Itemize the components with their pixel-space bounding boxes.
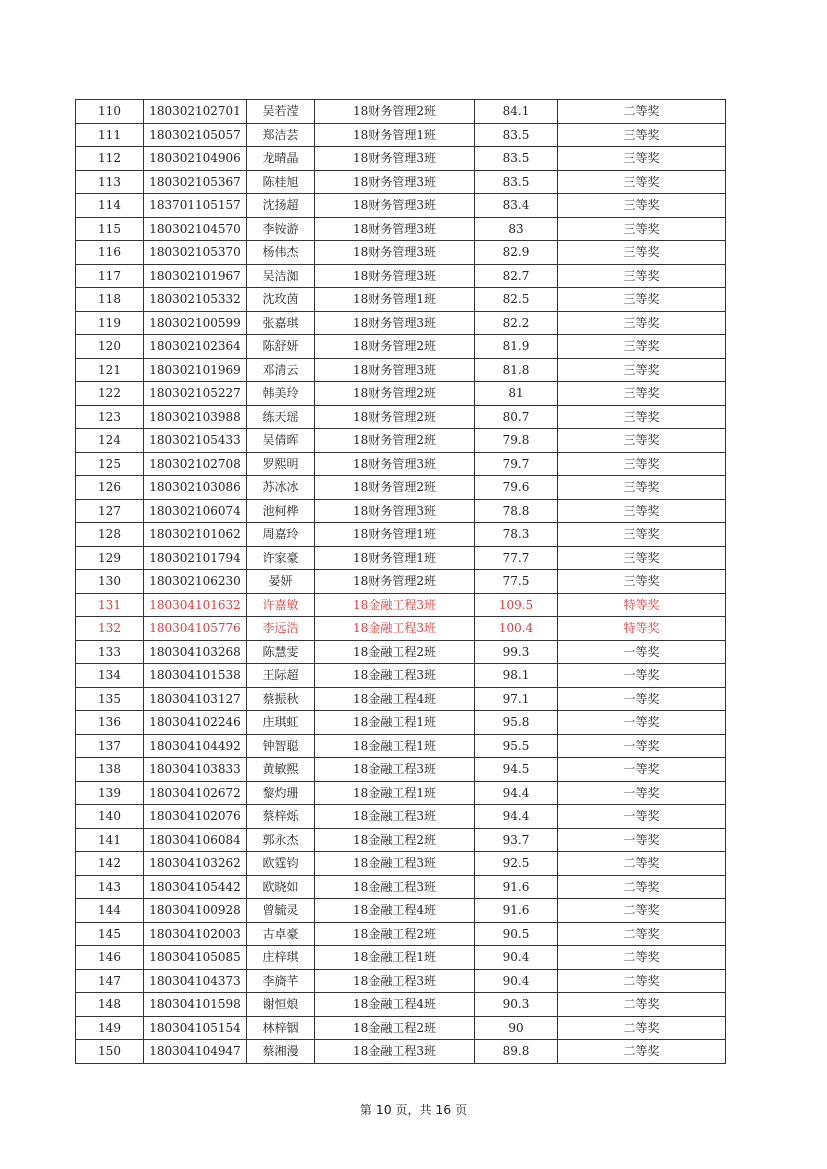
class-name-cell: 18财务管理3班 <box>315 499 475 523</box>
score-cell: 109.5 <box>475 593 558 617</box>
row-number-cell: 141 <box>76 828 144 852</box>
class-name-cell: 18财务管理1班 <box>315 288 475 312</box>
score-cell: 90.4 <box>475 946 558 970</box>
student-id-cell: 180302101794 <box>144 546 247 570</box>
class-name-cell: 18金融工程3班 <box>315 805 475 829</box>
student-id-cell: 180302105370 <box>144 241 247 265</box>
table-row <box>76 946 726 970</box>
score-cell: 81 <box>475 382 558 406</box>
student-name-cell: 池柯桦 <box>247 499 315 523</box>
class-name-cell: 18金融工程2班 <box>315 828 475 852</box>
award-cell: 三等奖 <box>558 523 726 547</box>
score-cell: 82.2 <box>475 311 558 335</box>
score-cell: 79.8 <box>475 429 558 453</box>
student-name-cell: 李远浩 <box>247 617 315 641</box>
score-cell: 90.5 <box>475 922 558 946</box>
student-name-cell: 许嘉敏 <box>247 593 315 617</box>
student-name-cell: 吴洁洳 <box>247 264 315 288</box>
score-cell: 95.8 <box>475 711 558 735</box>
footer-current-page: 10 <box>375 1102 392 1117</box>
award-cell: 二等奖 <box>558 899 726 923</box>
table-row <box>76 123 726 147</box>
student-id-cell: 180302101967 <box>144 264 247 288</box>
student-id-cell: 180304105154 <box>144 1016 247 1040</box>
table-row <box>76 546 726 570</box>
student-id-cell: 180304102672 <box>144 781 247 805</box>
class-name-cell: 18金融工程3班 <box>315 617 475 641</box>
class-name-cell: 18财务管理3班 <box>315 241 475 265</box>
student-name-cell: 郭永杰 <box>247 828 315 852</box>
award-cell: 三等奖 <box>558 405 726 429</box>
student-name-cell: 吴若滢 <box>247 100 315 124</box>
row-number-cell: 122 <box>76 382 144 406</box>
score-cell: 95.5 <box>475 734 558 758</box>
student-name-cell: 许家豪 <box>247 546 315 570</box>
student-id-cell: 180302105227 <box>144 382 247 406</box>
table-row <box>76 476 726 500</box>
score-cell: 82.7 <box>475 264 558 288</box>
score-cell: 98.1 <box>475 664 558 688</box>
score-cell: 83.5 <box>475 170 558 194</box>
table-row <box>76 993 726 1017</box>
student-id-cell: 180304102076 <box>144 805 247 829</box>
award-cell: 三等奖 <box>558 358 726 382</box>
student-name-cell: 陈慧雯 <box>247 640 315 664</box>
class-name-cell: 18金融工程3班 <box>315 758 475 782</box>
table-row <box>76 805 726 829</box>
row-number-cell: 114 <box>76 194 144 218</box>
award-cell: 三等奖 <box>558 241 726 265</box>
score-cell: 77.5 <box>475 570 558 594</box>
table-row <box>76 969 726 993</box>
award-cell: 三等奖 <box>558 546 726 570</box>
student-id-cell: 180302100599 <box>144 311 247 335</box>
student-id-cell: 180302102364 <box>144 335 247 359</box>
score-cell: 90.4 <box>475 969 558 993</box>
table-row <box>76 452 726 476</box>
table-row <box>76 194 726 218</box>
table-row <box>76 875 726 899</box>
class-name-cell: 18金融工程4班 <box>315 899 475 923</box>
row-number-cell: 113 <box>76 170 144 194</box>
award-cell: 二等奖 <box>558 875 726 899</box>
student-id-cell: 180302103988 <box>144 405 247 429</box>
score-cell: 80.7 <box>475 405 558 429</box>
class-name-cell: 18财务管理1班 <box>315 546 475 570</box>
student-name-cell: 陈桂旭 <box>247 170 315 194</box>
class-name-cell: 18金融工程1班 <box>315 734 475 758</box>
class-name-cell: 18财务管理3班 <box>315 264 475 288</box>
award-cell: 二等奖 <box>558 993 726 1017</box>
row-number-cell: 140 <box>76 805 144 829</box>
student-id-cell: 180304100928 <box>144 899 247 923</box>
row-number-cell: 127 <box>76 499 144 523</box>
row-number-cell: 146 <box>76 946 144 970</box>
class-name-cell: 18财务管理2班 <box>315 335 475 359</box>
student-id-cell: 180304103127 <box>144 687 247 711</box>
student-id-cell: 180304101538 <box>144 664 247 688</box>
award-cell: 三等奖 <box>558 217 726 241</box>
student-name-cell: 黎灼珊 <box>247 781 315 805</box>
score-cell: 93.7 <box>475 828 558 852</box>
class-name-cell: 18财务管理3班 <box>315 311 475 335</box>
student-name-cell: 苏冰冰 <box>247 476 315 500</box>
award-cell: 一等奖 <box>558 758 726 782</box>
row-number-cell: 147 <box>76 969 144 993</box>
student-id-cell: 180304105776 <box>144 617 247 641</box>
row-number-cell: 126 <box>76 476 144 500</box>
class-name-cell: 18金融工程3班 <box>315 593 475 617</box>
student-name-cell: 蔡振秋 <box>247 687 315 711</box>
class-name-cell: 18财务管理1班 <box>315 523 475 547</box>
student-name-cell: 沈玫茵 <box>247 288 315 312</box>
score-cell: 78.3 <box>475 523 558 547</box>
student-name-cell: 晏妍 <box>247 570 315 594</box>
student-id-cell: 180302105433 <box>144 429 247 453</box>
score-cell: 97.1 <box>475 687 558 711</box>
award-cell: 三等奖 <box>558 499 726 523</box>
student-name-cell: 庄琪虹 <box>247 711 315 735</box>
award-cell: 一等奖 <box>558 664 726 688</box>
row-number-cell: 134 <box>76 664 144 688</box>
student-name-cell: 蔡湘漫 <box>247 1040 315 1064</box>
award-cell: 二等奖 <box>558 852 726 876</box>
award-cell: 一等奖 <box>558 734 726 758</box>
table-row <box>76 758 726 782</box>
row-number-cell: 143 <box>76 875 144 899</box>
score-cell: 100.4 <box>475 617 558 641</box>
student-name-cell: 周嘉玲 <box>247 523 315 547</box>
row-number-cell: 115 <box>76 217 144 241</box>
class-name-cell: 18财务管理3班 <box>315 147 475 171</box>
table-row <box>76 429 726 453</box>
class-name-cell: 18财务管理2班 <box>315 476 475 500</box>
student-id-cell: 180304103262 <box>144 852 247 876</box>
class-name-cell: 18财务管理2班 <box>315 405 475 429</box>
award-cell: 三等奖 <box>558 194 726 218</box>
table-row <box>76 241 726 265</box>
table-row <box>76 664 726 688</box>
student-id-cell: 180304101598 <box>144 993 247 1017</box>
student-name-cell: 欧晓如 <box>247 875 315 899</box>
award-cell: 二等奖 <box>558 922 726 946</box>
class-name-cell: 18财务管理3班 <box>315 358 475 382</box>
student-name-cell: 吴倩晖 <box>247 429 315 453</box>
row-number-cell: 129 <box>76 546 144 570</box>
student-id-cell: 180302106230 <box>144 570 247 594</box>
table-row <box>76 617 726 641</box>
award-cell: 二等奖 <box>558 969 726 993</box>
footer-prefix: 第 <box>359 1103 372 1117</box>
row-number-cell: 125 <box>76 452 144 476</box>
score-cell: 94.4 <box>475 805 558 829</box>
score-table <box>75 99 726 1064</box>
row-number-cell: 132 <box>76 617 144 641</box>
score-cell: 83.5 <box>475 147 558 171</box>
class-name-cell: 18财务管理2班 <box>315 570 475 594</box>
table-row <box>76 264 726 288</box>
score-cell: 92.5 <box>475 852 558 876</box>
award-cell: 一等奖 <box>558 711 726 735</box>
student-name-cell: 杨伟杰 <box>247 241 315 265</box>
award-cell: 三等奖 <box>558 123 726 147</box>
class-name-cell: 18金融工程3班 <box>315 1040 475 1064</box>
row-number-cell: 130 <box>76 570 144 594</box>
student-id-cell: 180304105442 <box>144 875 247 899</box>
award-cell: 特等奖 <box>558 617 726 641</box>
row-number-cell: 124 <box>76 429 144 453</box>
student-name-cell: 韩美玲 <box>247 382 315 406</box>
class-name-cell: 18财务管理3班 <box>315 452 475 476</box>
award-cell: 一等奖 <box>558 805 726 829</box>
score-cell: 81.9 <box>475 335 558 359</box>
award-cell: 一等奖 <box>558 687 726 711</box>
student-name-cell: 龙晴晶 <box>247 147 315 171</box>
score-cell: 82.5 <box>475 288 558 312</box>
student-name-cell: 谢恒烺 <box>247 993 315 1017</box>
award-cell: 二等奖 <box>558 100 726 124</box>
row-number-cell: 137 <box>76 734 144 758</box>
class-name-cell: 18财务管理2班 <box>315 382 475 406</box>
student-id-cell: 180304101632 <box>144 593 247 617</box>
class-name-cell: 18金融工程4班 <box>315 993 475 1017</box>
class-name-cell: 18金融工程2班 <box>315 640 475 664</box>
row-number-cell: 142 <box>76 852 144 876</box>
award-cell: 一等奖 <box>558 828 726 852</box>
student-id-cell: 180302101062 <box>144 523 247 547</box>
award-cell: 三等奖 <box>558 452 726 476</box>
row-number-cell: 123 <box>76 405 144 429</box>
student-name-cell: 郑洁芸 <box>247 123 315 147</box>
table-row <box>76 100 726 124</box>
row-number-cell: 135 <box>76 687 144 711</box>
table-row <box>76 382 726 406</box>
score-cell: 94.4 <box>475 781 558 805</box>
class-name-cell: 18金融工程2班 <box>315 1016 475 1040</box>
table-row <box>76 640 726 664</box>
score-cell: 84.1 <box>475 100 558 124</box>
award-cell: 一等奖 <box>558 781 726 805</box>
row-number-cell: 119 <box>76 311 144 335</box>
score-cell: 81.8 <box>475 358 558 382</box>
row-number-cell: 116 <box>76 241 144 265</box>
score-cell: 78.8 <box>475 499 558 523</box>
row-number-cell: 139 <box>76 781 144 805</box>
table-row <box>76 570 726 594</box>
student-name-cell: 李旖芊 <box>247 969 315 993</box>
student-id-cell: 180302106074 <box>144 499 247 523</box>
score-cell: 99.3 <box>475 640 558 664</box>
table-row <box>76 593 726 617</box>
award-cell: 三等奖 <box>558 476 726 500</box>
score-cell: 91.6 <box>475 875 558 899</box>
student-name-cell: 罗熙明 <box>247 452 315 476</box>
table-row <box>76 1016 726 1040</box>
award-cell: 二等奖 <box>558 1040 726 1064</box>
award-cell: 三等奖 <box>558 429 726 453</box>
row-number-cell: 149 <box>76 1016 144 1040</box>
table-row <box>76 781 726 805</box>
row-number-cell: 128 <box>76 523 144 547</box>
table-row <box>76 1040 726 1064</box>
table-row <box>76 687 726 711</box>
row-number-cell: 121 <box>76 358 144 382</box>
class-name-cell: 18财务管理1班 <box>315 123 475 147</box>
row-number-cell: 138 <box>76 758 144 782</box>
row-number-cell: 117 <box>76 264 144 288</box>
student-name-cell: 黄敏熙 <box>247 758 315 782</box>
student-id-cell: 180304104373 <box>144 969 247 993</box>
row-number-cell: 150 <box>76 1040 144 1064</box>
table-row <box>76 405 726 429</box>
student-id-cell: 180304106084 <box>144 828 247 852</box>
award-cell: 三等奖 <box>558 311 726 335</box>
student-id-cell: 180302102701 <box>144 100 247 124</box>
table-row <box>76 499 726 523</box>
student-id-cell: 180304103833 <box>144 758 247 782</box>
student-name-cell: 李铵游 <box>247 217 315 241</box>
class-name-cell: 18财务管理2班 <box>315 429 475 453</box>
class-name-cell: 18财务管理3班 <box>315 217 475 241</box>
class-name-cell: 18金融工程1班 <box>315 711 475 735</box>
row-number-cell: 144 <box>76 899 144 923</box>
table-row <box>76 311 726 335</box>
student-id-cell: 180304105085 <box>144 946 247 970</box>
student-id-cell: 180304102003 <box>144 922 247 946</box>
student-name-cell: 沈扬超 <box>247 194 315 218</box>
row-number-cell: 111 <box>76 123 144 147</box>
student-name-cell: 邓清云 <box>247 358 315 382</box>
award-cell: 三等奖 <box>558 335 726 359</box>
class-name-cell: 18金融工程2班 <box>315 922 475 946</box>
student-name-cell: 王际超 <box>247 664 315 688</box>
award-cell: 三等奖 <box>558 382 726 406</box>
table-row <box>76 217 726 241</box>
row-number-cell: 110 <box>76 100 144 124</box>
table-row <box>76 335 726 359</box>
table-row <box>76 711 726 735</box>
student-id-cell: 180302104570 <box>144 217 247 241</box>
score-cell: 79.7 <box>475 452 558 476</box>
student-id-cell: 180302105057 <box>144 123 247 147</box>
student-name-cell: 古卓豪 <box>247 922 315 946</box>
student-id-cell: 180302101969 <box>144 358 247 382</box>
student-name-cell: 陈舒妍 <box>247 335 315 359</box>
row-number-cell: 133 <box>76 640 144 664</box>
student-name-cell: 练天瑶 <box>247 405 315 429</box>
table-row <box>76 358 726 382</box>
award-cell: 二等奖 <box>558 946 726 970</box>
score-cell: 94.5 <box>475 758 558 782</box>
footer-suffix: 页 <box>455 1103 468 1117</box>
row-number-cell: 145 <box>76 922 144 946</box>
student-name-cell: 曾毓灵 <box>247 899 315 923</box>
student-id-cell: 180304104492 <box>144 734 247 758</box>
student-name-cell: 蔡梓烁 <box>247 805 315 829</box>
student-id-cell: 180302105367 <box>144 170 247 194</box>
student-name-cell: 林梓铟 <box>247 1016 315 1040</box>
class-name-cell: 18金融工程3班 <box>315 875 475 899</box>
table-row <box>76 523 726 547</box>
table-row <box>76 170 726 194</box>
score-cell: 90 <box>475 1016 558 1040</box>
row-number-cell: 131 <box>76 593 144 617</box>
row-number-cell: 136 <box>76 711 144 735</box>
award-cell: 三等奖 <box>558 264 726 288</box>
class-name-cell: 18金融工程3班 <box>315 969 475 993</box>
table-row <box>76 288 726 312</box>
award-cell: 三等奖 <box>558 147 726 171</box>
table-row <box>76 852 726 876</box>
class-name-cell: 18金融工程3班 <box>315 852 475 876</box>
row-number-cell: 148 <box>76 993 144 1017</box>
table-row <box>76 922 726 946</box>
table-row <box>76 828 726 852</box>
class-name-cell: 18金融工程3班 <box>315 664 475 688</box>
student-id-cell: 183701105157 <box>144 194 247 218</box>
row-number-cell: 120 <box>76 335 144 359</box>
class-name-cell: 18财务管理3班 <box>315 194 475 218</box>
row-number-cell: 118 <box>76 288 144 312</box>
student-name-cell: 钟智聪 <box>247 734 315 758</box>
student-id-cell: 180304104947 <box>144 1040 247 1064</box>
student-id-cell: 180304102246 <box>144 711 247 735</box>
award-cell: 一等奖 <box>558 640 726 664</box>
class-name-cell: 18财务管理2班 <box>315 100 475 124</box>
row-number-cell: 112 <box>76 147 144 171</box>
student-name-cell: 欧霆钧 <box>247 852 315 876</box>
table-row <box>76 734 726 758</box>
score-cell: 77.7 <box>475 546 558 570</box>
table-row <box>76 899 726 923</box>
student-name-cell: 庄梓琪 <box>247 946 315 970</box>
student-id-cell: 180302105332 <box>144 288 247 312</box>
student-name-cell: 张嘉琪 <box>247 311 315 335</box>
table-row <box>76 147 726 171</box>
class-name-cell: 18金融工程1班 <box>315 781 475 805</box>
score-cell: 83.4 <box>475 194 558 218</box>
student-id-cell: 180302103086 <box>144 476 247 500</box>
footer-middle: 页，共 <box>395 1103 432 1117</box>
award-cell: 三等奖 <box>558 570 726 594</box>
class-name-cell: 18金融工程1班 <box>315 946 475 970</box>
class-name-cell: 18金融工程4班 <box>315 687 475 711</box>
score-cell: 91.6 <box>475 899 558 923</box>
award-cell: 特等奖 <box>558 593 726 617</box>
score-cell: 89.8 <box>475 1040 558 1064</box>
award-cell: 三等奖 <box>558 288 726 312</box>
score-cell: 82.9 <box>475 241 558 265</box>
footer-total-pages: 16 <box>435 1102 452 1117</box>
student-id-cell: 180304103268 <box>144 640 247 664</box>
score-cell: 83 <box>475 217 558 241</box>
score-cell: 79.6 <box>475 476 558 500</box>
student-id-cell: 180302102708 <box>144 452 247 476</box>
page-footer <box>0 1101 827 1118</box>
class-name-cell: 18财务管理3班 <box>315 170 475 194</box>
award-cell: 二等奖 <box>558 1016 726 1040</box>
table-body <box>76 100 726 1064</box>
award-cell: 三等奖 <box>558 170 726 194</box>
score-cell: 83.5 <box>475 123 558 147</box>
student-id-cell: 180302104906 <box>144 147 247 171</box>
score-cell: 90.3 <box>475 993 558 1017</box>
